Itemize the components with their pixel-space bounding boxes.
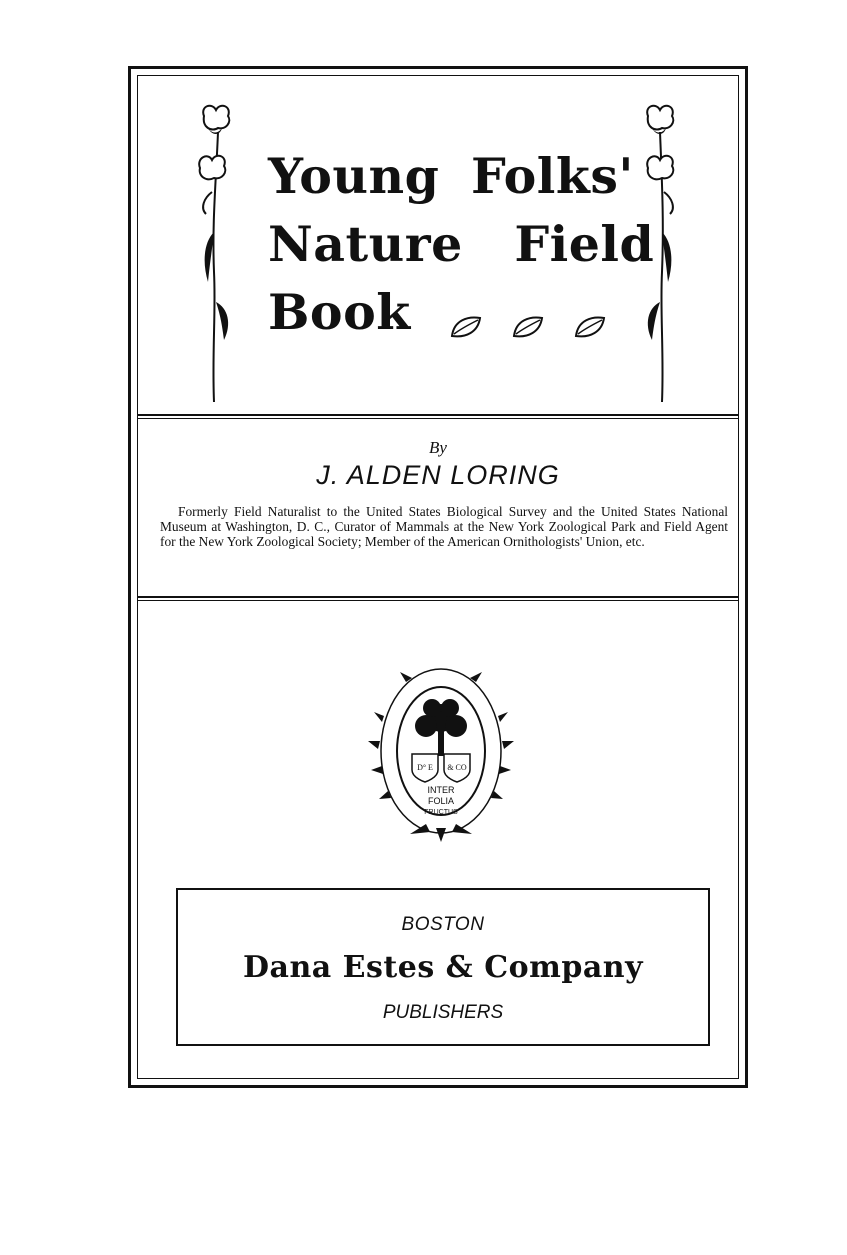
emblem-motto-1: INTER: [427, 785, 455, 795]
publishers-label: PUBLISHERS: [382, 1002, 504, 1023]
publisher-box: [176, 888, 710, 1046]
divider-top: [138, 414, 738, 419]
divider-middle: [138, 596, 738, 601]
title-line-3: Book: [268, 283, 411, 341]
author-name: J. ALDEN LORING: [316, 460, 560, 490]
title-line-1: Young Folks': [268, 147, 634, 205]
title-line-2: Nature Field: [268, 215, 655, 273]
page-border-inner: [137, 75, 739, 1079]
emblem-left-initials: D° E: [417, 763, 433, 772]
emblem-right-initials: & CO: [447, 763, 467, 772]
publisher-emblem: [366, 656, 516, 846]
publisher-name: Dana Estes & Company: [243, 950, 643, 985]
leaf-ornaments: [448, 312, 618, 342]
by-label: By: [429, 438, 447, 457]
emblem-motto-3: FRUCTUS: [424, 809, 458, 816]
emblem-motto-2: FOLIA: [427, 796, 455, 806]
page-border-outer: [128, 66, 748, 1088]
author-credentials: Formerly Field Naturalist to the United States Biological Survey and the United States National Museum at Washington, D. C., Curator of Mammals at the New York Zoological Park and Field Agent for the New York Zoological Society; Member of the American Ornithologists' Union, etc.: [160, 504, 728, 549]
publisher-city: BOSTON: [401, 914, 485, 935]
left-flower-ornament: [194, 102, 238, 402]
